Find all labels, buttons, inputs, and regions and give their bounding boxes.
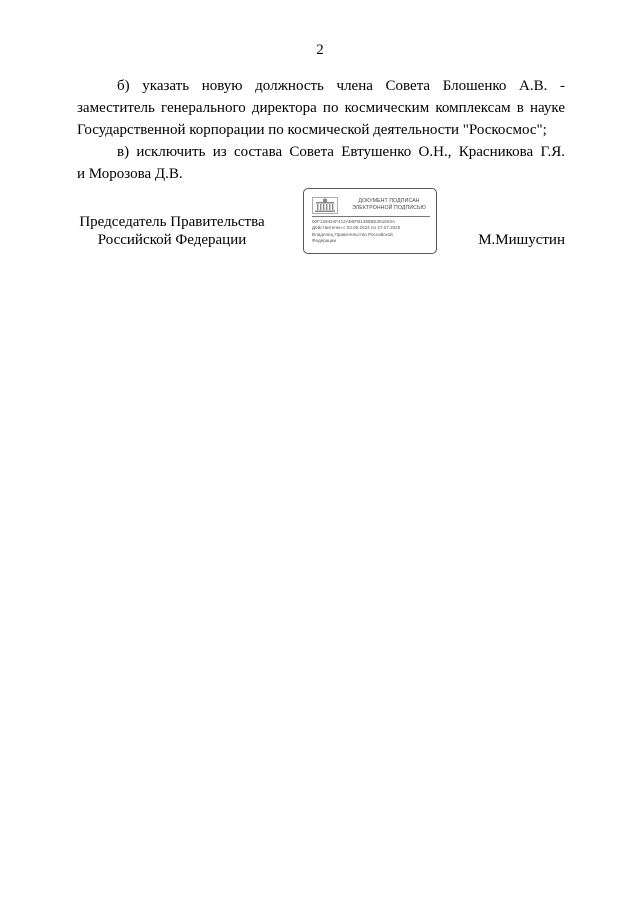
- signatory-position-line-1: Председатель Правительства: [79, 214, 265, 230]
- stamp-validity: Действителен с 03.05.2024 по 27.07.2025: [312, 225, 401, 231]
- stamp-divider: [312, 216, 430, 217]
- signatory-name: М.Мишустин: [478, 232, 565, 248]
- stamp-title-line-1: ДОКУМЕНТ ПОДПИСАН: [358, 198, 420, 204]
- paragraph-v-line-1: в) исключить из состава Совета Евтушенко О.Н., Красникова Г.Я.: [117, 144, 565, 160]
- signatory-position: [77, 213, 267, 249]
- stamp-title: [342, 198, 436, 211]
- paragraph-v-line-2: и Морозова Д.В.: [77, 166, 183, 182]
- paragraph-b-line-3: Государственной корпорации по космической деятельности "Роскосмос";: [77, 122, 547, 138]
- electronic-signature-stamp: [303, 188, 437, 254]
- government-building-icon: [312, 197, 338, 214]
- stamp-owner-line-1: Владелец Правительство Российской: [312, 231, 393, 237]
- stamp-owner-line-2: Федерации: [312, 238, 337, 244]
- stamp-certificate: 00F129424F412AB5FB1398BE281603A: [312, 219, 396, 224]
- paragraph-b-line-1: б) указать новую должность члена Совета Блошенко А.В. -: [117, 78, 565, 94]
- document-body: [77, 75, 565, 185]
- stamp-title-line-2: ЭЛЕКТРОННОЙ ПОДПИСЬЮ: [352, 204, 426, 211]
- stamp-details: [312, 219, 434, 245]
- signatory-position-line-2: Российской Федерации: [97, 232, 247, 248]
- page-number: 2: [316, 42, 324, 58]
- paragraph-b-line-2: заместитель генерального директора по космическим комплексам в науке: [77, 100, 565, 116]
